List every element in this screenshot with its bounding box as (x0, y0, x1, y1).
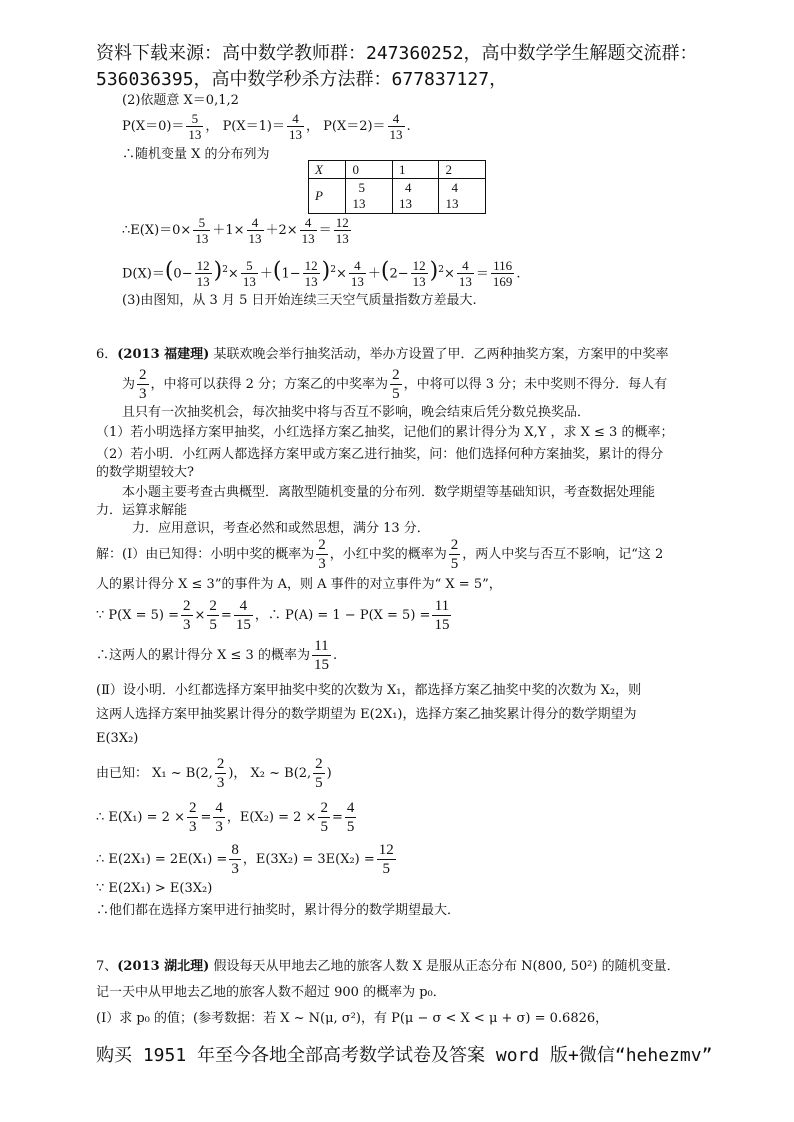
q6-sub1: （1）若小明选择方案甲抽奖，小红选择方案乙抽奖，记他们的累计得分为 X,Y ，求 X ≤ 3 的概率； (96, 425, 674, 440)
q7-sub1: (Ⅰ）求 p₀ 的值；(参考数据：若 X ~ N(μ, σ²)，有 P(μ − σ < X < μ + σ) = 0.6826， (96, 1011, 609, 1026)
table-head-x: X (309, 161, 346, 179)
table-head-2: 2 (439, 161, 486, 179)
q6-note-1: 本小题主要考查古典概型．离散型随机变量的分布列．数学期望等基础知识，考查数据处理能 (122, 485, 656, 500)
q5-part3: (3)由图知，从 3 月 5 日开始连续三天空气质量指数方差最大. (122, 293, 477, 308)
q6-solution-line-4: ∴这两人的累计得分 X ≤ 3 的概率为 $\frac{11}{15}$ . (96, 638, 338, 673)
q5-dist-intro: ∴随机变量 X 的分布列为 (122, 147, 270, 162)
table-head-0: 0 (346, 161, 393, 179)
q6-solution-line-1: 解：(Ⅰ）由已知得：小明中奖的概率为 $\frac{2}{3}$ ，小红中奖的概率为 $\frac{2}{5}$ ，两人中奖与否互不影响，记“这 2 (96, 537, 664, 572)
table-row-label: P (309, 179, 346, 214)
table-cell-p2: 4 13 (439, 179, 486, 214)
q5-expectation: ∴E(X)＝0× $\frac{5}{13}$ ＋1× $\frac{4}{13}$ ＋2× $\frac{4}{13}$ ＝ $\frac{12}{13}$ (122, 215, 349, 246)
footer-ad: 购买 1951 年至今各地全部高考数学试卷及答案 word 版+微信“hehezmv” (96, 1045, 713, 1066)
q6-part2-line-1: (Ⅱ）设小明．小红都选择方案甲抽奖中奖的次数为 X₁，都选择方案乙抽奖中奖的次数为 X₂，则 (96, 683, 642, 698)
q6-stem-line-3: 且只有一次抽奖机会，每次抽奖中将与否互不影响，晚会结束后凭分数兑换奖品． (122, 405, 591, 420)
distribution-table (308, 160, 486, 214)
q6-expectations-1: ∴ E(X₁) = 2 × $\frac{2}{3}$ = $\frac{4}{3}$ ，E(X₂) = 2 × $\frac{2}{5}$ = $\frac{4}{5}$ (96, 800, 355, 835)
q6-source: (2013 福建理) (117, 347, 210, 362)
q6-solution-line-3: ∵ P(X = 5) = $\frac{2}{3}$ × $\frac{2}{5}$ = $\frac{4}{15}$ ，∴ P(A) = 1 − P(X = 5) = $\frac{11}{15}$ (96, 598, 450, 633)
header-line-1: 资料下载来源：高中数学教师群：247360252，高中数学学生解题交流群： (96, 43, 698, 64)
q5-p0-label: P(X＝0)＝ (122, 119, 185, 134)
q5-p2-frac: $\frac{4}{13}$ (389, 111, 403, 142)
q7-stem-line-2: 记一天中从甲地去乙地的旅客人数不超过 900 的概率为 p₀． (96, 985, 446, 1000)
q6-expectations-2: ∴ E(2X₁) = 2E(X₁) = $\frac{8}{3}$ ，E(3X₂) = 3E(X₂) = $\frac{12}{5}$ (96, 842, 394, 877)
q6-part2-line-3: E(3X₂) (96, 731, 139, 746)
q6-part2-line-2: 这两人选择方案甲抽奖累计得分的数学期望为 E(2X₁)，选择方案乙抽奖累计得分的数学期望为 (96, 707, 637, 722)
table-head-1: 1 (392, 161, 439, 179)
q6-note-2: 力．运算求解能 (96, 503, 188, 518)
q5-p1-frac: $\frac{4}{13}$ (288, 111, 302, 142)
table-cell-p0: 5 13 (346, 179, 393, 214)
q7-stem-line-1: 7、(2013 湖北理) 假设每天从甲地去乙地的旅客人数 X 是服从正态分布 N(800, 50²) 的随机变量． (96, 959, 680, 974)
q5-probabilities: P(X＝0)＝ $\frac{5}{13}$ ， P(X＝1)＝ $\frac{4}{13}$ ， P(X＝2)＝ $\frac{4}{13}$ . (122, 111, 411, 142)
q6-stem-line-2: 为 $\frac{2}{3}$ ，中将可以获得 2 分；方案乙的中奖率为 $\frac{2}{5}$ ，中将可以得 3 分；未中奖则不得分．每人有 (122, 367, 668, 402)
q6-stem-line-1: 6．(2013 福建理) 某联欢晚会举行抽奖活动，举办方设置了甲．乙两种抽奖方案，方案甲的中奖率 (96, 347, 669, 362)
q5-p0-frac: $\frac{5}{13}$ (188, 111, 202, 142)
q6-compare: ∵ E(2X₁) > E(3X₂) (96, 881, 213, 896)
q6-sub2-a: （2）若小明．小红两人都选择方案甲或方案乙进行抽奖，问：他们选择何种方案抽奖，累计的得分 (96, 447, 664, 462)
header-line-2: 536036395，高中数学秒杀方法群：677837127， (96, 69, 508, 90)
q6-known: 由已知： X₁ ~ B(2, $\frac{2}{3}$ )， X₂ ~ B(2, $\frac{2}{5}$ ) (96, 756, 332, 791)
q5-p1-label: P(X＝1)＝ (222, 119, 285, 134)
q7-source: (2013 湖北理) (117, 959, 210, 974)
q6-solution-line-2: 人的累计得分 X ≤ 3”的事件为 A，则 A 事件的对立事件为“ X = 5”， (96, 577, 502, 592)
q5-p2-label: P(X＝2)＝ (323, 119, 386, 134)
q6-conclusion: ∴他们都在选择方案甲进行抽奖时，累计得分的数学期望最大． (96, 903, 461, 918)
table-cell-p1: 4 13 (392, 179, 439, 214)
q6-sub2-b: 的数学期望较大? (96, 465, 194, 480)
q6-note-3: 力．应用意识，考查必然和或然思想，满分 13 分． (132, 521, 430, 536)
q5-variance: D(X)＝(0− $\frac{12}{13}$ )$^2$× $\frac{5}{13}$ ＋(1− $\frac{12}{13}$ )$^2$× $\frac{4}{13}$ ＋(2− $\frac{12}{13}$ )$^2$× $\frac{4}{13}$ ＝ $\frac{116}{169}$ . (122, 258, 521, 290)
q5-part2-intro: (2)依题意 X＝0,1,2 (122, 93, 239, 108)
